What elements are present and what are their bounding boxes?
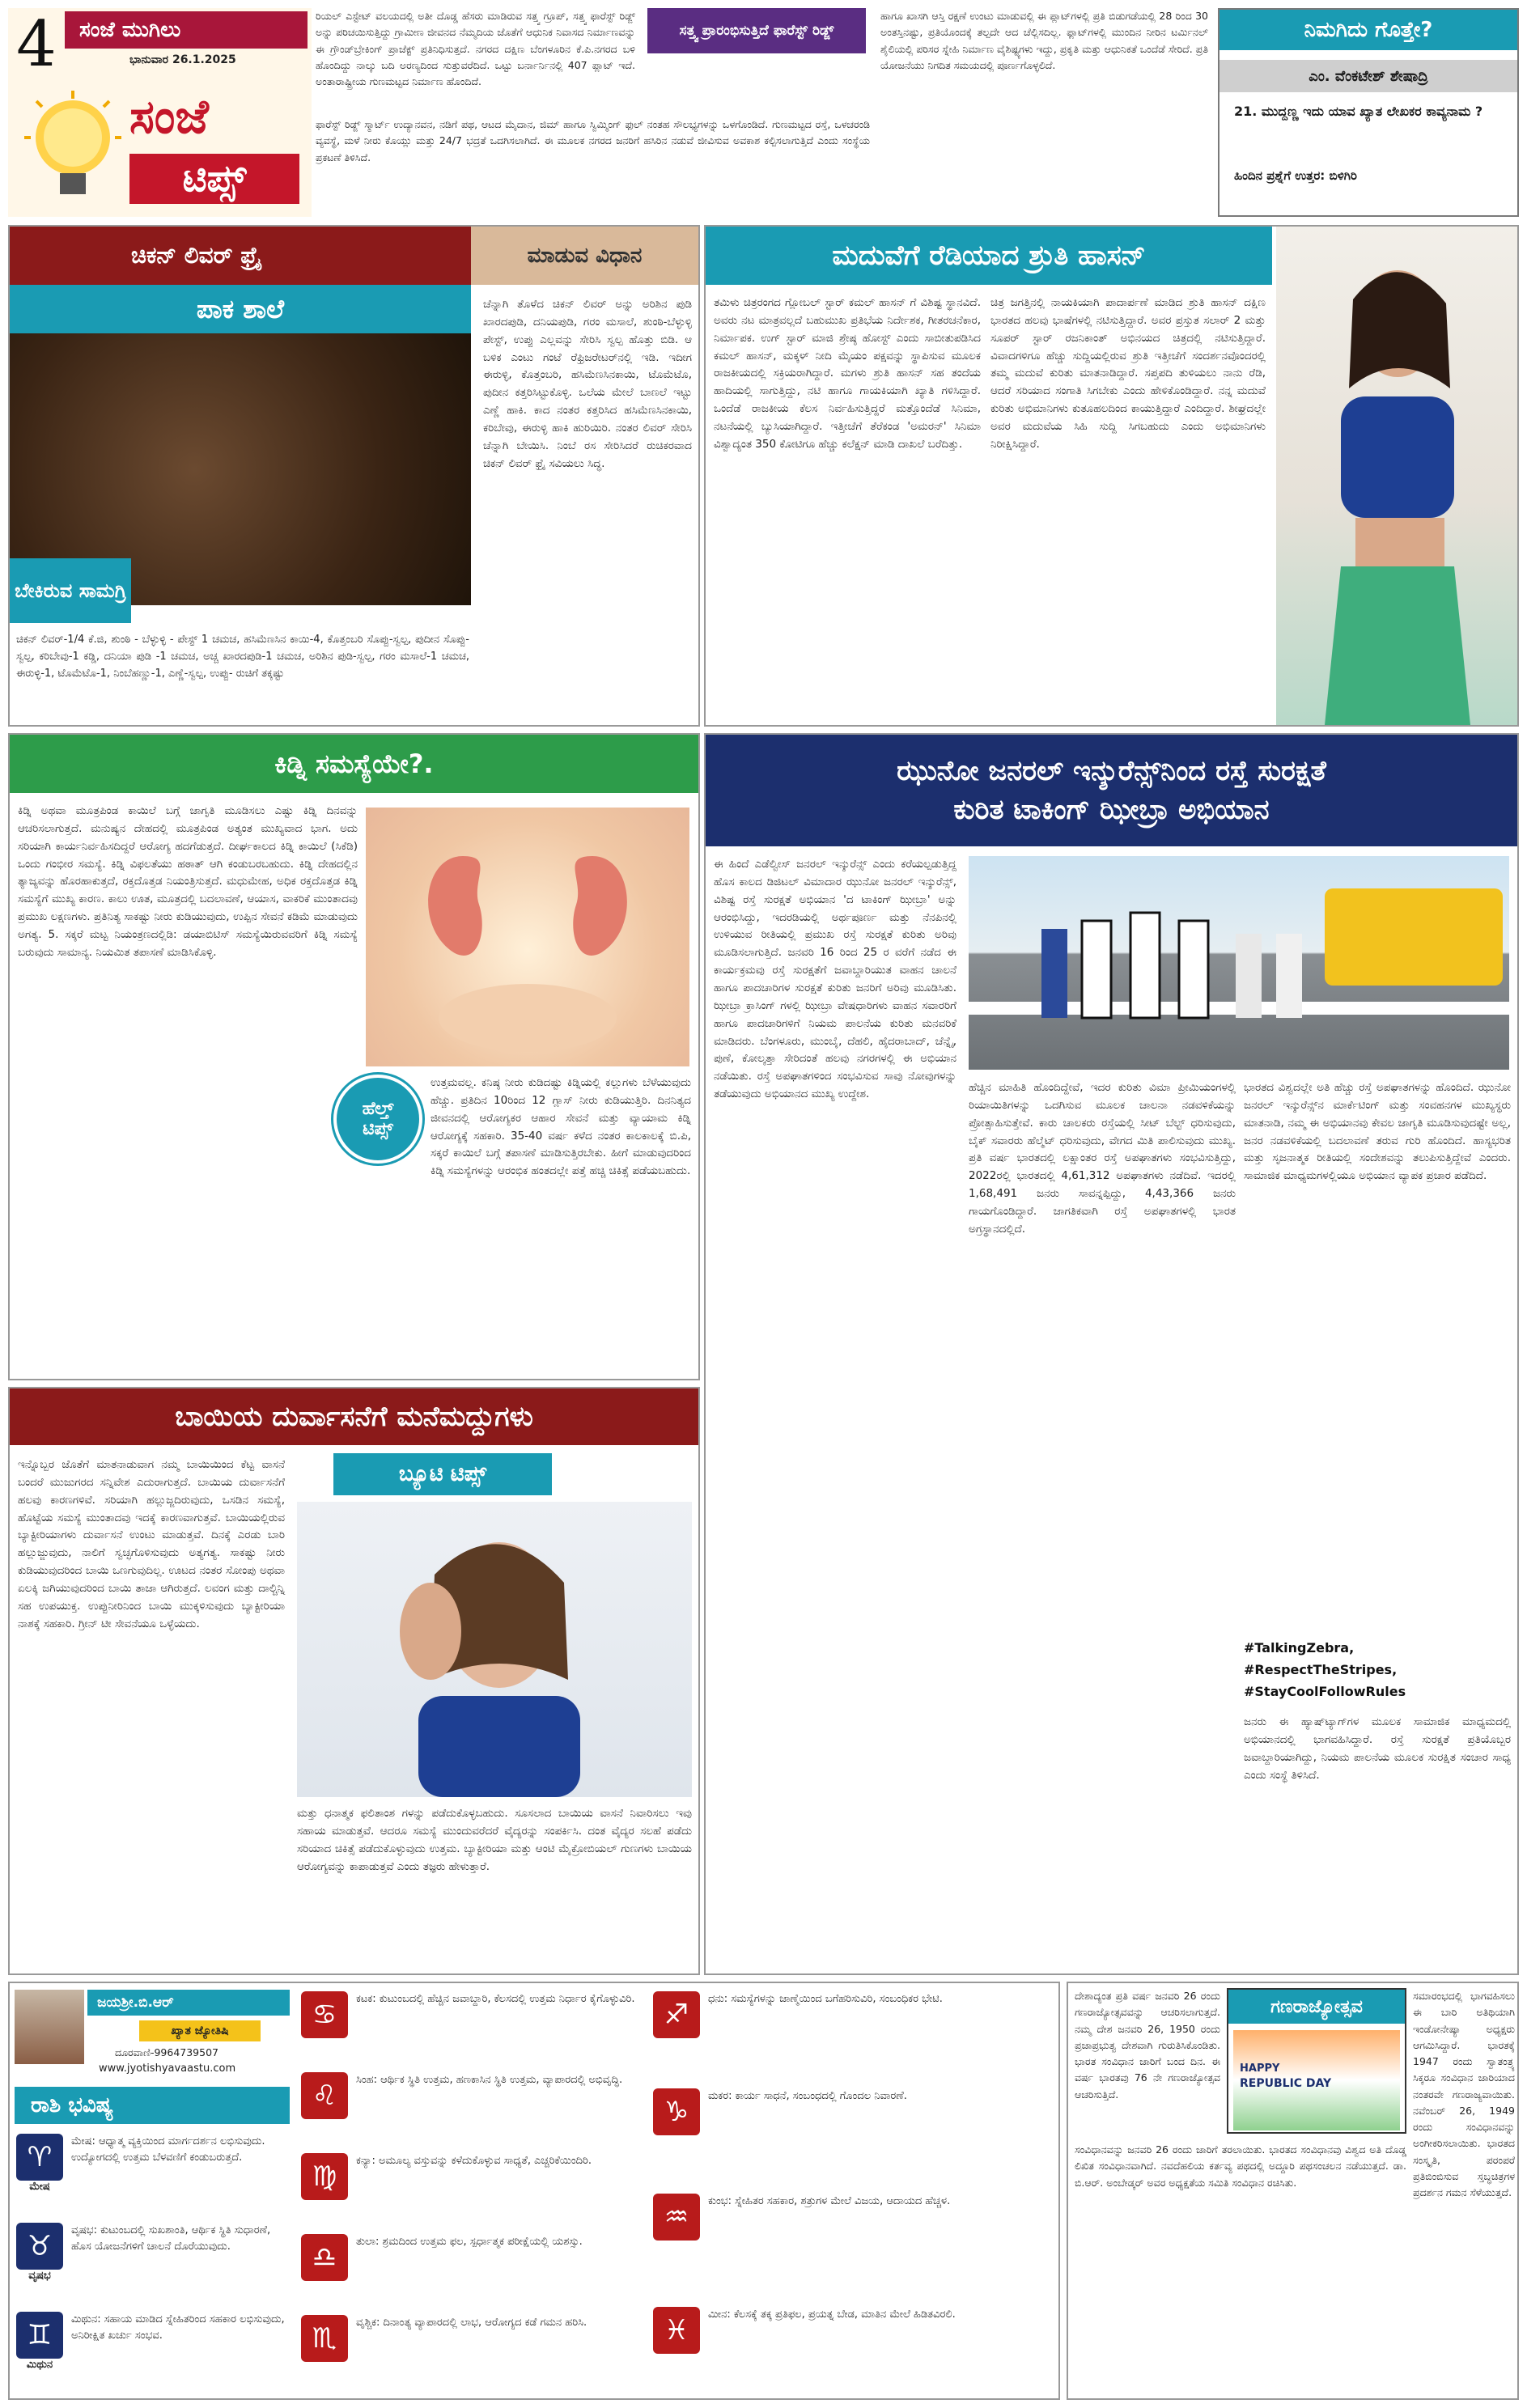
republic-image-text-1: HAPPY	[1240, 2062, 1280, 2075]
sign-text: ವೃಷಭ: ಕುಟುಂಬದಲ್ಲಿ ಸುಖಶಾಂತಿ, ಆರ್ಥಿಕ ಸ್ಥಿತಿ ಸುಧಾರಣೆ, ಹೊಸ ಯೋಜನೆಗಳಿಗೆ ಚಾಲನೆ ದೊರೆಯುವುದು.	[71, 2224, 271, 2253]
virgo-icon: ♍	[301, 2153, 348, 2200]
republic-title: ಗಣರಾಜ್ಯೋತ್ಸವ	[1270, 1996, 1363, 2017]
sign-kanya	[301, 2153, 641, 2200]
sagittarius-icon: ♐	[653, 1991, 700, 2038]
aries-icon: ♈	[16, 2134, 63, 2181]
astrologer-website[interactable]: www.jyotishyavaastu.com	[99, 2062, 236, 2075]
top-story-col1: ರಿಯಲ್ ಎಸ್ಟೇಟ್ ವಲಯದಲ್ಲಿ ಅತೀ ದೊಡ್ಡ ಹೆಸರು ಮಾಡಿರುವ ಸತ್ತ್ವ ಗ್ರೂಪ್, ಸತ್ತ್ವ ಫಾರೆಸ್ಟ್ ರಿಡ್ಜ್ ಅನ್ನು ಪರಿಚಯಿಸುತ್ತಿದ್ದು ಗ್ರಾಮೀಣ ಜೀವನದ ನೆಮ್ಮದಿಯ ಜೊತೆಗೆ ಆಧುನಿಕ ನಿವಾಸದ ನಿರ್ಮಾಣವನ್ನು ಈ ಗ್ರೌಂಡ್‌ಬ್ರೇಕಿಂಗ್ ಪ್ರಾಜೆಕ್ಟ್ ಪ್ರತಿನಿಧಿಸುತ್ತದೆ. ನಗರದ ದಕ್ಷಿಣ ಬೆಂಗಳೂರಿನ ಕೆ.ಪಿ.ನಗರದ ಬಳಿ ಹೊಂದಿದ್ದು ನಾಲ್ಕು ಬದಿ ಅರಣ್ಯದಿಂದ ಸುತ್ತುವರೆದಿದೆ. ಒಟ್ಟು ಬರ್ನಾರ್ನಿನಲ್ಲಿ 407 ಪ್ಲಾಟ್ ಇದೆ. ಅಂತಾರಾಷ್ಟ್ರೀಯ ಗುಣಮಟ್ಟದ ನಿರ್ಮಾಣ ಹೊಂದಿದೆ.	[316, 10, 638, 87]
shruti-section	[704, 225, 1519, 727]
shruti-headline: ಮದುವೆಗೆ ರೆಡಿಯಾದ ಶ್ರುತಿ ಹಾಸನ್	[832, 240, 1146, 272]
republic-image-text-2: REPUBLIC DAY	[1240, 2077, 1332, 2090]
republic-box	[1227, 1988, 1406, 2134]
sign-simha	[301, 2072, 641, 2119]
astrologer-name-band	[87, 1990, 290, 2016]
sign-mithuna	[16, 2312, 291, 2371]
republic-col2: ಸಂವಿಧಾನವನ್ನು ಜನವರಿ 26 ರಂದು ಜಾರಿಗೆ ತರಲಾಯಿತು. ಭಾರತದ ಸಂವಿಧಾನವು ವಿಶ್ವದ ಅತಿ ದೊಡ್ಡ ಲಿಖಿತ ಸಂವಿಧಾನವಾಗಿದೆ. ನವದೆಹಲಿಯ ಕರ್ತವ್ಯ ಪಥದಲ್ಲಿ ಅದ್ದೂರಿ ಪಥಸಂಚಲನ ನಡೆಯುತ್ತದೆ. ಡಾ. ಬಿ.ಆರ್. ಅಂಬೇಡ್ಕರ್ ಅವರ ಅಧ್ಯಕ್ಷತೆಯ ಸಮಿತಿ ಸಂವಿಧಾನ ರಚಿಸಿತು.	[1075, 2143, 1410, 2189]
shruti-photo	[1276, 227, 1517, 725]
ingredients-label: ಬೇಕಿರುವ ಸಾಮಗ್ರಿ	[15, 579, 126, 602]
sign-name: ಮಿಥುನ	[26, 2359, 53, 2371]
recipe-subtitle-band	[471, 227, 698, 285]
sign-vrishabha	[16, 2223, 291, 2282]
sign-vrishchika	[301, 2315, 641, 2362]
bad-breath-col1: ಇನ್ನೊಬ್ಬರ ಜೊತೆಗೆ ಮಾತನಾಡುವಾಗ ನಮ್ಮ ಬಾಯಿಯಿಂದ ಕೆಟ್ಟ ವಾಸನೆ ಬಂದರೆ ಮುಜುಗರದ ಸನ್ನಿವೇಶ ಎದುರಾಗುತ್ತದೆ. ಬಾಯಿಯ ದುರ್ವಾಸನೆಗೆ ಹಲವು ಕಾರಣಗಳಿವೆ. ಸರಿಯಾಗಿ ಹಲ್ಲುಜ್ಜದಿರುವುದು, ಒಸಡಿನ ಸಮಸ್ಯೆ, ಹೊಟ್ಟೆಯ ಸಮಸ್ಯೆ ಮುಂತಾದವು ಇದಕ್ಕೆ ಕಾರಣವಾಗುತ್ತವೆ. ಬಾಯಿಯಲ್ಲಿರುವ ಬ್ಯಾಕ್ಟೀರಿಯಾಗಳು ದುರ್ವಾಸನೆ ಉಂಟು ಮಾಡುತ್ತವೆ. ದಿನಕ್ಕೆ ಎರಡು ಬಾರಿ ಹಲ್ಲುಜ್ಜುವುದು, ನಾಲಿಗೆ ಸ್ವಚ್ಛಗೊಳಿಸುವುದು ಅತ್ಯಗತ್ಯ. ಸಾಕಷ್ಟು ನೀರು ಕುಡಿಯುವುದರಿಂದ ಬಾಯಿ ಒಣಗುವುದಿಲ್ಲ. ಊಟದ ನಂತರ ಸೋಂಪು ಅಥವಾ ಏಲಕ್ಕಿ ಜಗಿಯುವುದರಿಂದ ಬಾಯಿ ತಾಜಾ ಆಗಿರುತ್ತದೆ. ಲವಂಗ ಮತ್ತು ದಾಲ್ಚಿನ್ನಿ ಸಹ ಉಪಯುಕ್ತ. ಉಪ್ಪುನೀರಿನಿಂದ ಬಾಯಿ ಮುಕ್ಕಳಿಸುವುದು ಬ್ಯಾಕ್ಟೀರಿಯಾ ನಾಶಕ್ಕೆ ಸಹಕಾರಿ. ಗ್ರೀನ್ ಟೀ ಸೇವನೆಯೂ ಒಳ್ಳೆಯದು.	[18, 1458, 289, 1630]
leo-icon: ♌	[301, 2072, 348, 2119]
republic-section	[1067, 1982, 1519, 2400]
ingredients-label-band	[10, 558, 131, 623]
sign-tula	[301, 2234, 641, 2281]
top-story-col3: ಹಾಗೂ ಖಾಸಗಿ ಆಸ್ತಿ ರಕ್ಷಣೆ ಉಂಟು ಮಾಡುವಲ್ಲಿ ಈ ಪ್ಲಾಟ್‌ಗಳಲ್ಲಿ ಪ್ರತಿ ಬಿಡುಗಡೆಯಲ್ಲಿ 28 ರಿಂದ 30 ಅಂತಸ್ತಿನಷ್ಟು, ಪ್ರತಿಯೊಂದಕ್ಕೆ ತಲ್ಪದೇ ಆದ ಚೆಲ್ಲಿಸದಿಲ್ಲ. ಫ್ಲಾಟ್‌ಗಳಲ್ಲಿ ಮುಂದಿನ ನೀರಿನ ಟರ್ಮಿನಲ್ ಶೈಲಿಯಲ್ಲಿ ಪರಿಸರ ಸ್ನೇಹಿ ನಿರ್ಮಾಣ ವೈಶಿಷ್ಟ್ಯಗಳು ಇದ್ದು, ಪ್ರಕೃತಿ ಮತ್ತು ಆಧುನಿಕತೆ ಒಂದೆಡೆ ಸೇರಿದೆ. ಪ್ರತಿ ಯೋಜನೆಯು ನಿಗದಿತ ಸಮಯದಲ್ಲಿ ಪೂರ್ಣಗೊಳ್ಳಲಿದೆ.	[880, 10, 1211, 71]
zebra-headline-2: ಕುರಿತ ಟಾಕಿಂಗ್ ಝೀಬ್ರಾ ಅಭಿಯಾನ	[953, 794, 1270, 826]
top-story-banner-text: ಸತ್ತ್ವ ಪ್ರಾರಂಭಿಸುತ್ತಿದೆ ಫಾರೆಸ್ಟ್ ರಿಡ್ಜ್	[679, 23, 834, 39]
zebra-col3b: ಜನರು ಈ ಹ್ಯಾಷ್‌ಟ್ಯಾಗ್‌ಗಳ ಮೂಲಕ ಸಾಮಾಜಿಕ ಮಾಧ್ಯಮದಲ್ಲಿ ಅಭಿಯಾನದಲ್ಲಿ ಭಾಗವಹಿಸಿದ್ದಾರೆ. ರಸ್ತೆ ಸುರಕ್ಷತೆ ಪ್ರತಿಯೊಬ್ಬರ ಜವಾಬ್ದಾರಿಯಾಗಿದ್ದು, ನಿಯಮ ಪಾಲನೆಯ ಮೂಲಕ ಸುರಕ್ಷಿತ ಸಂಚಾರ ಸಾಧ್ಯ ಎಂದು ಸಂಸ್ಥೆ ತಿಳಿಸಿದೆ.	[1244, 1715, 1515, 1782]
sign-text: ಮಕರ: ಕಾರ್ಯ ಸಾಧನೆ, ಸಂಬಂಧದಲ್ಲಿ ಗೊಂದಲ ನಿವಾರಣೆ.	[708, 2090, 907, 2102]
kidney-col2: ಉತ್ತಮವಲ್ಲ. ಕನಿಷ್ಠ ನೀರು ಕುಡಿದಷ್ಟು ಕಿಡ್ನಿಯಲ್ಲಿ ಕಲ್ಲುಗಳು ಬೆಳೆಯುವುದು ಹೆಚ್ಚು. ಪ್ರತಿದಿನ 10ರಿಂದ 12 ಗ್ಲಾಸ್ ನೀರು ಕುಡಿಯುತ್ತಿರಿ. ದಿನನಿತ್ಯದ ಜೀವನದಲ್ಲಿ ಆರೋಗ್ಯಕರ ಆಹಾರ ಸೇವನೆ ಮತ್ತು ವ್ಯಾಯಾಮ ಕಿಡ್ನಿ ಆರೋಗ್ಯಕ್ಕೆ ಸಹಕಾರಿ. 35-40 ವರ್ಷ ಕಳೆದ ನಂತರ ಕಾಲಕಾಲಕ್ಕೆ ಬಿ.ಪಿ, ಸಕ್ಕರೆ ಕಾಯಿಲೆ ಬಗ್ಗೆ ತಪಾಸಣೆ ಮಾಡಿಸುತ್ತಿರಬೇಕು. ಹೀಗೆ ಮಾಡುವುದರಿಂದ ಕಿಡ್ನಿ ಸಮಸ್ಯೆಗಳನ್ನು ಆರಂಭಿಕ ಹಂತದಲ್ಲೇ ಪತ್ತೆ ಹಚ್ಚಿ ಚಿಕಿತ್ಸೆ ಪಡೆಯಬಹುದು.	[431, 1076, 695, 1178]
quiz-heading-band	[1219, 10, 1517, 50]
quiz-name-band	[1219, 60, 1517, 92]
capricorn-icon: ♑	[653, 2088, 700, 2135]
masthead	[8, 8, 312, 217]
recipe-title: ಚಿಕನ್ ಲಿವರ್ ಫ್ರೈ	[131, 242, 262, 269]
sign-text: ಧನು: ಸಮಸ್ಯೆಗಳನ್ನು ಜಾಣ್ಮೆಯಿಂದ ಬಗೆಹರಿಸುವಿರಿ, ಸಂಬಂಧಿಕರ ಭೇಟಿ.	[708, 1993, 943, 2005]
top-story-col2: ಫಾರೆಸ್ಟ್ ರಿಡ್ಜ್ ಸ್ಮಾರ್ಟ್ ಉದ್ಯಾನವನ, ನಡಿಗೆ ಪಥ, ಆಟದ ಮೈದಾನ, ಜಿಮ್ ಹಾಗೂ ಸ್ವಿಮ್ಮಿಂಗ್ ಫುಲ್ ನಂತಹ ಸೌಲಭ್ಯಗಳನ್ನು ಒಳಗೊಂಡಿದೆ. ಗುಣಮಟ್ಟದ ರಸ್ತೆ, ಒಳಚರಂಡಿ ವ್ಯವಸ್ಥೆ, ಮಳೆ ನೀರು ಕೊಯ್ಲು ಮತ್ತು 24/7 ಭದ್ರತೆ ಒದಗಿಸಲಾಗಿದೆ. ಈ ಮೂಲಕ ನಗರದ ಜನರಿಗೆ ಹಸಿರಿನ ನಡುವೆ ಜೀವಿಸುವ ಅವಕಾಶ ಕಲ್ಪಿಸಲಾಗುತ್ತಿದೆ ಎಂದು ಸಂಸ್ಥೆಯ ಪ್ರಕಟಣೆ ತಿಳಿಸಿದೆ.	[316, 118, 873, 163]
kidney-headline-band	[10, 735, 698, 793]
horoscope-section	[8, 1982, 1060, 2400]
sign-name: ವೃಷಭ	[28, 2270, 51, 2282]
health-tips-line1: ಹೆಲ್ತ್	[362, 1099, 394, 1119]
kidney-section	[8, 733, 700, 1380]
kidney-illustration	[366, 808, 689, 1066]
quiz-box	[1218, 8, 1519, 217]
sign-text: ವೃಶ್ಚಿಕ: ದಿನಾಂತ್ಯ ವ್ಯಾಪಾರದಲ್ಲಿ ಲಾಭ, ಆರೋಗ್ಯದ ಕಡೆ ಗಮನ ಹರಿಸಿ.	[356, 2317, 587, 2329]
recipe-subtitle: ಮಾಡುವ ವಿಧಾನ	[527, 243, 643, 268]
date-line: ಭಾನುವಾರ 26.1.2025	[129, 53, 236, 66]
cancer-icon: ♋	[301, 1991, 348, 2038]
zebra-headline-band	[706, 735, 1517, 846]
astrologer-photo	[15, 1990, 84, 2064]
horoscope-title: ರಾಶಿ ಭವಿಷ್ಯ	[31, 2092, 114, 2118]
republic-col3: ಸಮಾರಂಭದಲ್ಲಿ ಭಾಗವಹಿಸಲು ಈ ಬಾರಿ ಅತಿಥಿಯಾಗಿ ಇಂಡೋನೇಷ್ಯಾ ಅಧ್ಯಕ್ಷರು ಆಗಮಿಸಿದ್ದಾರೆ. ಭಾರತಕ್ಕೆ 1947 ರಂದು ಸ್ವಾತಂತ್ರ್ಯ ಸಿಕ್ಕರೂ ಸಂವಿಧಾನ ಜಾರಿಯಾದ ನಂತರವೇ ಗಣರಾಜ್ಯವಾಯಿತು. ನವೆಂಬರ್ 26, 1949 ರಂದು ಸಂವಿಧಾನವನ್ನು ಅಂಗೀಕರಿಸಲಾಯಿತು. ಭಾರತದ ಸಂಸ್ಕೃತಿ, ಪರಂಪರೆ ಪ್ರತಿಬಿಂಬಿಸುವ ಸ್ತಬ್ಧಚಿತ್ರಗಳ ಪ್ರದರ್ಶನ ಗಮನ ಸೆಳೆಯುತ್ತದೆ.	[1413, 1990, 1518, 2198]
health-tips-badge	[333, 1075, 422, 1164]
zebra-hashtags: #TalkingZebra, #RespectTheStripes, #StayCoolFollowRules	[1244, 1640, 1406, 1700]
recipe-method: ಚೆನ್ನಾಗಿ ತೊಳೆದ ಚಿಕನ್ ಲಿವರ್ ಅನ್ನು ಅರಿಶಿನ ಪುಡಿ ಖಾರದಪುಡಿ, ದನಿಯಪುಡಿ, ಗರಂ ಮಸಾಲೆ, ಶುಂಠಿ-ಬೆಳ್ಳುಳ್ಳಿ ಪೇಸ್ಟ್, ಉಪ್ಪು ಎಲ್ಲವನ್ನು ಸೇರಿಸಿ ಸ್ವಲ್ಪ ಹೊತ್ತು ಬಿಡಿ. ಆ ಬಳಿಕ ಎಂಟು ಗಂಟೆ ರೆಫ್ರಿಜರೇಟರ್‌ನಲ್ಲಿ ಇಡಿ. ಇದೀಗ ಈರುಳ್ಳಿ, ಕೊತ್ತಂಬರಿ, ಹಸಿಮೆಣಸಿನಕಾಯಿ, ಟೊಮೆಟೊ, ಪುದೀನ ಕತ್ತರಿಸಿಟ್ಟುಕೊಳ್ಳಿ. ಒಲೆಯ ಮೇಲೆ ಬಾಣಲೆ ಇಟ್ಟು ಎಣ್ಣೆ ಹಾಕಿ. ಕಾದ ನಂತರ ಕತ್ತರಿಸಿದ ಹಸಿಮೆಣಸಿನಕಾಯಿ, ಕರಿಬೇವು, ಈರುಳ್ಳಿ ಹಾಕಿ ಹುರಿಯಿರಿ. ನಂತರ ಲಿವರ್ ಸೇರಿಸಿ ಚೆನ್ನಾಗಿ ಬೇಯಿಸಿ. ನಿಂಬೆ ರಸ ಸೇರಿಸಿದರೆ ರುಚಿಕರವಾದ ಚಿಕನ್ ಲಿವರ್ ಫ್ರೈ ಸವಿಯಲು ಸಿದ್ಧ.	[483, 298, 696, 470]
shruti-col2: ಚಿತ್ರ ಜಗತ್ತಿನಲ್ಲಿ ನಾಯಕಿಯಾಗಿ ಪಾದಾರ್ಪಣೆ ಮಾಡಿದ ಶ್ರುತಿ ಹಾಸನ್ ದಕ್ಷಿಣ ಭಾರತದ ಹಲವು ಭಾಷೆಗಳಲ್ಲಿ ನಟಿಸುತ್ತಿದ್ದಾರೆ. ಅವರ ಪ್ರಸ್ತುತ ಸಲಾರ್ 2 ಮತ್ತು ಸೂಪರ್ ಸ್ಟಾರ್ ರಜನಿಕಾಂತ್ ಅಭಿನಯದ ಚಿತ್ರದಲ್ಲಿ ನಟಿಸುತ್ತಿದ್ದಾರೆ. ವಿವಾದಗಳಿಗೂ ಹೆಚ್ಚು ಸುದ್ದಿಯಲ್ಲಿರುವ ಶ್ರುತಿ ಇತ್ತೀಚೆಗೆ ಸಂದರ್ಶನವೊಂದರಲ್ಲಿ ತಮ್ಮ ಮದುವೆ ಕುರಿತು ಮಾತನಾಡಿದ್ದಾರೆ. ಸಪ್ತಪದಿ ತುಳಿಯಲು ನಾನು ರೆಡಿ, ಆದರೆ ಸರಿಯಾದ ಸಂಗಾತಿ ಸಿಗಬೇಕು ಎಂದು ಹೇಳಿಕೊಂಡಿದ್ದಾರೆ. ನನ್ನ ಮದುವೆ ಕುರಿತು ಅಭಿಮಾನಿಗಳು ಕುತೂಹಲದಿಂದ ಕಾಯುತ್ತಿದ್ದಾರೆ ಎಂದಿದ್ದಾರೆ. ಶೀಘ್ರದಲ್ಲೇ ಅವರ ಮದುವೆಯ ಸಿಹಿ ಸುದ್ದಿ ಸಿಗಬಹುದು ಎಂದು ಅಭಿಮಾನಿಗಳು ನಿರೀಕ್ಷಿಸಿದ್ದಾರೆ.	[990, 296, 1270, 451]
zebra-photo	[969, 856, 1509, 1070]
sign-text: ತುಲಾ: ಶ್ರಮದಿಂದ ಉತ್ತಮ ಫಲ, ಸ್ಪರ್ಧಾತ್ಮಕ ಪರೀಕ್ಷೆಯಲ್ಲಿ ಯಶಸ್ಸು.	[356, 2236, 583, 2248]
bad-breath-headline: ಬಾಯಿಯ ದುರ್ವಾಸನೆಗೆ ಮನೆಮದ್ದುಗಳು	[175, 1401, 533, 1433]
zebra-col1: ಈ ಹಿಂದೆ ಎಡೆಲ್ವೀಸ್ ಜನರಲ್ ಇನ್ಶುರೆನ್ಸ್ ಎಂದು ಕರೆಯಲ್ಪಡುತ್ತಿದ್ದ ಹೊಸ ಕಾಲದ ಡಿಜಿಟಲ್ ವಿಮಾದಾರ ಝುನೋ ಜನರಲ್ ಇನ್ಶುರೆನ್ಸ್, ವಿಶಿಷ್ಟ ರಸ್ತೆ ಸುರಕ್ಷತೆ ಅಭಿಯಾನ 'ದ ಟಾಕಿಂಗ್ ಝೀಬ್ರಾ' ಅನ್ನು ಆರಂಭಿಸಿದ್ದು, ಇದರಡಿಯಲ್ಲಿ ಅರ್ಥಪೂರ್ಣ ಮತ್ತು ನೆನಪಿನಲ್ಲಿ ಉಳಿಯುವ ರೀತಿಯಲ್ಲಿ ಪ್ರಮುಖ ರಸ್ತೆ ಸುರಕ್ಷತೆ ಕುರಿತು ಅರಿವು ಮೂಡಿಸಲಾಗುತ್ತಿದೆ. ಜನವರಿ 16 ರಿಂದ 25 ರ ವರೆಗೆ ನಡೆದ ಈ ಕಾರ್ಯಕ್ರಮವು ರಸ್ತೆ ಸುರಕ್ಷತೆಗೆ ಜವಾಬ್ದಾರಿಯುತ ವಾಹನ ಚಾಲನೆ ಹಾಗೂ ಪಾದಚಾರಿಗಳ ಸುರಕ್ಷತೆ ಕುರಿತು ಜನರಿಗೆ ಅರಿವು ಮೂಡಿಸಿತು. ಝೀಬ್ರಾ ಕ್ರಾಸಿಂಗ್ ಗಳಲ್ಲಿ ಝೀಬ್ರಾ ವೇಷಧಾರಿಗಳು ವಾಹನ ಸವಾರರಿಗೆ ಹಾಗೂ ಪಾದಚಾರಿಗಳಿಗೆ ನಿಯಮ ಪಾಲನೆಯ ಕುರಿತು ಮನವರಿಕೆ ಮಾಡಿದರು. ಬೆಂಗಳೂರು, ಮುಂಬೈ, ದೆಹಲಿ, ಹೈದರಾಬಾದ್, ಚೆನ್ನೈ, ಪುಣೆ, ಕೋಲ್ಕತ್ತಾ ಸೇರಿದಂತೆ ಹಲವು ನಗರಗಳಲ್ಲಿ ಈ ಅಭಿಯಾನ ನಡೆಯಿತು. ರಸ್ತೆ ಅಪಘಾತಗಳಿಂದ ಸಂಭವಿಸುವ ಸಾವು ನೋವುಗಳನ್ನು ತಡೆಯುವುದು ಅಭಿಯಾನದ ಮುಖ್ಯ ಉದ್ದೇಶ.	[714, 858, 961, 1101]
health-tips-line2: ಟಿಪ್ಸ್	[363, 1119, 393, 1139]
sign-text: ಮೇಷ: ಆಧ್ಯಾತ್ಮ ವ್ಯಕ್ತಿಯಿಂದ ಮಾರ್ಗದರ್ಶನ ಲಭಿಸುವುದು. ಉದ್ಯೋಗದಲ್ಲಿ ಉತ್ತಮ ಬೆಳವಣಿಗೆ ಕಂಡುಬರುತ್ತದೆ.	[71, 2135, 265, 2164]
sign-text: ಕಟಕ: ಕುಟುಂಬದಲ್ಲಿ ಹೆಚ್ಚಿನ ಜವಾಬ್ದಾರಿ, ಕೆಲಸದಲ್ಲಿ ಉತ್ತಮ ನಿರ್ಧಾರ ಕೈಗೊಳ್ಳುವಿರಿ.	[356, 1993, 635, 2005]
astrologer-title: ಖ್ಯಾತ ಜ್ಯೋತಿಷಿ	[171, 2024, 229, 2037]
zebra-col2: ಹೆಚ್ಚಿನ ಮಾಹಿತಿ ಹೊಂದಿದ್ದೇವೆ, ಇದರ ಕುರಿತು ವಿಮಾ ಪ್ರೀಮಿಯಂಗಳಲ್ಲಿ ರಿಯಾಯಿತಿಗಳನ್ನು ಒದಗಿಸುವ ಮೂಲಕ ಚಾಲನಾ ನಡವಳಿಕೆಯನ್ನು ಪ್ರೋತ್ಸಾಹಿಸುತ್ತೇವೆ. ಕಾರು ಚಾಲಕರು ರಸ್ತೆಯಲ್ಲಿ ಸೀಟ್ ಬೆಲ್ಟ್ ಧರಿಸುವುದು, ಬೈಕ್ ಸವಾರರು ಹೆಲ್ಮೆಟ್ ಧರಿಸುವುದು, ವೇಗದ ಮಿತಿ ಪಾಲಿಸುವುದು ಮುಖ್ಯ. ಪ್ರತಿ ವರ್ಷ ಭಾರತದಲ್ಲಿ ಲಕ್ಷಾಂತರ ರಸ್ತೆ ಅಪಘಾತಗಳು ಸಂಭವಿಸುತ್ತಿದ್ದು, 2022ರಲ್ಲಿ ಭಾರತದಲ್ಲಿ 4,61,312 ಅಪಘಾತಗಳು ನಡೆದಿವೆ. ಇದರಲ್ಲಿ 1,68,491 ಜನರು ಸಾವನ್ನಪ್ಪಿದ್ದು, 4,43,366 ಜನರು ಗಾಯಗೊಂಡಿದ್ದಾರೆ. ಜಾಗತಿಕವಾಗಿ ರಸ್ತೆ ಅಪಘಾತಗಳಲ್ಲಿ ಭಾರತ ಅಗ್ರಸ್ಥಾನದಲ್ಲಿದೆ.	[969, 1081, 1240, 1236]
sign-dhanu	[653, 1991, 1054, 2038]
scorpio-icon: ♏	[301, 2315, 348, 2362]
recipe-title-band	[10, 227, 471, 285]
astrologer-phone: ದೂರವಾಣಿ-9964739507	[115, 2046, 218, 2058]
astrologer-title-band	[139, 2020, 261, 2041]
top-story	[316, 8, 1210, 217]
section-title-2: ಟಿಪ್ಸ್	[182, 156, 247, 200]
kidney-col1: ಕಿಡ್ನಿ ಅಥವಾ ಮೂತ್ರಪಿಂಡ ಕಾಯಿಲೆ ಬಗ್ಗೆ ಜಾಗೃತಿ ಮೂಡಿಸಲು ಎಷ್ಟು ಕಿಡ್ನಿ ದಿನವನ್ನು ಆಚರಿಸಲಾಗುತ್ತದೆ. ಮನುಷ್ಯನ ದೇಹದಲ್ಲಿ ಮೂತ್ರಪಿಂಡ ಅತ್ಯಂತ ಮುಖ್ಯವಾದ ಭಾಗ. ಅದು ಸರಿಯಾಗಿ ಕಾರ್ಯನಿರ್ವಹಿಸದಿದ್ದರೆ ಆರೋಗ್ಯ ಹದಗೆಡುತ್ತದೆ. ದೀರ್ಘಕಾಲದ ಕಿಡ್ನಿ ಕಾಯಿಲೆ (ಸಿಕೆಡಿ) ಒಂದು ಗಂಭೀರ ಸಮಸ್ಯೆ. ಕಿಡ್ನಿ ವಿಫಲತೆಯು ಹಠಾತ್ ಆಗಿ ಕಂಡುಬರಬಹುದು. ಕಿಡ್ನಿ ದೇಹದಲ್ಲಿನ ತ್ಯಾಜ್ಯವನ್ನು ಹೊರಹಾಕುತ್ತದೆ, ರಕ್ತದೊತ್ತಡ ನಿಯಂತ್ರಿಸುತ್ತದೆ. ಮಧುಮೇಹ, ಅಧಿಕ ರಕ್ತದೊತ್ತಡ ಕಿಡ್ನಿ ಸಮಸ್ಯೆಗೆ ಮುಖ್ಯ ಕಾರಣ. ಕಾಲು ಊತ, ಮೂತ್ರದಲ್ಲಿ ಬದಲಾವಣೆ, ಆಯಾಸ, ವಾಕರಿಕೆ ಮುಂತಾದವು ಪ್ರಮುಖ ಲಕ್ಷಣಗಳು. ಪ್ರತಿನಿತ್ಯ ಸಾಕಷ್ಟು ನೀರು ಕುಡಿಯುವುದು, ಉಪ್ಪಿನ ಸೇವನೆ ಕಡಿಮೆ ಮಾಡುವುದು ಅಗತ್ಯ. 5. ಸಕ್ಕರೆ ಮಟ್ಟ ನಿಯಂತ್ರಣದಲ್ಲಿಡಿ: ಡಯಾಬಿಟಿಸ್ ಸಮಸ್ಯೆಯಿರುವವರಿಗೆ ಕಿಡ್ನಿ ಸಮಸ್ಯೆ ಬರುವುದು ಸಾಮಾನ್ಯ. ನಿಯಮಿತ ತಪಾಸಣೆ ಮಾಡಿಸಿಕೊಳ್ಳಿ.	[18, 804, 362, 959]
horoscope-title-band	[15, 2087, 290, 2124]
recipe-column-label-band	[10, 285, 471, 333]
sign-text: ಮಿಥುನ: ಸಹಾಯ ಮಾಡಿದ ಸ್ನೇಹಿತರಿಂದ ಸಹಕಾರ ಲಭಿಸುವುದು, ಅನಿರೀಕ್ಷಿತ ಖರ್ಚು ಸಂಭವ.	[71, 2313, 285, 2342]
recipe-section	[8, 225, 700, 727]
sign-name: ಮೇಷ	[29, 2181, 50, 2193]
shruti-col1: ತಮಿಳು ಚಿತ್ರರಂಗದ ಗ್ಲೋಬಲ್ ಸ್ಟಾರ್ ಕಮಲ್ ಹಾಸನ್ ಗೆ ವಿಶಿಷ್ಟ ಸ್ಥಾನವಿದೆ. ಅವರು ನಟ ಮಾತ್ರವಲ್ಲದೆ ಬಹುಮುಖ ಪ್ರತಿಭೆಯ ನಿರ್ದೇಶಕ, ಗೀತರಚನೆಕಾರ, ನಿರ್ಮಾಪಕ. ಉಗ್ ಸ್ಟಾರ್ ಮಾಜಿ ಶ್ರೇಷ್ಠ ಹೋಸ್ಟ್ ಎಂದು ಸಾಬೀತುಪಡಿಸಿದ ಕಮಲ್ ಹಾಸನ್, ಮಕ್ಕಳ್ ನೀದಿ ಮೈಯಂ ಪಕ್ಷವನ್ನು ಸ್ಥಾಪಿಸುವ ಮೂಲಕ ರಾಜಕೀಯದಲ್ಲಿ ಸಕ್ರಿಯರಾಗಿದ್ದಾರೆ. ಮಗಳು ಶ್ರುತಿ ಹಾಸನ್ ಸಹ ತಂದೆಯ ಹಾದಿಯಲ್ಲಿ ಸಾಗುತ್ತಿದ್ದು, ನಟಿ ಹಾಗೂ ಗಾಯಕಿಯಾಗಿ ಖ್ಯಾತಿ ಗಳಿಸಿದ್ದಾರೆ. ಒಂದೆಡೆ ರಾಜಕೀಯ ಕೆಲಸ ನಿರ್ವಹಿಸುತ್ತಿದ್ದರೆ ಮತ್ತೊಂದೆಡೆ ಸಿನಿಮಾ, ನಟನೆಯಲ್ಲಿ ಬ್ಯುಸಿಯಾಗಿದ್ದಾರೆ. ಇತ್ತೀಚೆಗೆ ತೆರೆಕಂಡ 'ಅಮರನ್' ಸಿನಿಮಾ ವಿಶ್ವಾದ್ಯಂತ 350 ಕೋಟಿಗೂ ಹೆಚ್ಚು ಕಲೆಕ್ಷನ್ ಮಾಡಿ ದಾಖಲೆ ಬರೆದಿತ್ತು.	[714, 296, 985, 451]
pisces-icon: ♓	[653, 2307, 700, 2354]
sign-text: ಮೀನ: ಕೆಲಸಕ್ಕೆ ತಕ್ಕ ಪ್ರತಿಫಲ, ಪ್ರಯತ್ನ ಬೇಡ, ಮಾತಿನ ಮೇಲೆ ಹಿಡಿತವಿರಲಿ.	[708, 2308, 956, 2321]
recipe-column-label: ಪಾಕ ಶಾಲೆ	[196, 293, 285, 324]
republic-col1: ದೇಶಾದ್ಯಂತ ಪ್ರತಿ ವರ್ಷ ಜನವರಿ 26 ರಂದು ಗಣರಾಜ್ಯೋತ್ಸವವನ್ನು ಆಚರಿಸಲಾಗುತ್ತದೆ. ನಮ್ಮ ದೇಶ ಜನವರಿ 26, 1950 ರಂದು ಪ್ರಜಾಪ್ರಭುತ್ವ ದೇಶವಾಗಿ ಗುರುತಿಸಿಕೊಂಡಿತು. ಭಾರತ ಸಂವಿಧಾನ ಜಾರಿಗೆ ಬಂದ ದಿನ. ಈ ವರ್ಷ ಭಾರತವು 76 ನೇ ಗಣರಾಜ್ಯೋತ್ಸವ ಆಚರಿಸುತ್ತಿದೆ.	[1075, 1990, 1224, 2101]
gemini-icon: ♊	[16, 2312, 63, 2359]
bad-breath-col2: ಮತ್ತು ಧನಾತ್ಮಕ ಫಲಿತಾಂಶ ಗಳನ್ನು ಪಡೆದುಕೊಳ್ಳಬಹುದು. ಸೂಸಲಾದ ಬಾಯಿಯ ವಾಸನೆ ನಿವಾರಿಸಲು ಇವು ಸಹಾಯ ಮಾಡುತ್ತವೆ. ಆದರೂ ಸಮಸ್ಯೆ ಮುಂದುವರೆದರೆ ವೈದ್ಯರನ್ನು ಸಂಪರ್ಕಿಸಿ. ದಂತ ವೈದ್ಯರ ಸಲಹೆ ಪಡೆದು ಸರಿಯಾದ ಚಿಕಿತ್ಸೆ ಪಡೆದುಕೊಳ್ಳುವುದು ಉತ್ತಮ. ಬ್ಯಾಕ್ಟೀರಿಯಾ ಮತ್ತು ಆಂಟಿ ಮೈಕ್ರೋಬಿಯಲ್ ಗುಣಗಳು ಬಾಯಿಯ ಆರೋಗ್ಯವನ್ನು ಕಾಪಾಡುತ್ತವೆ ಎಂದು ತಜ್ಞರು ಹೇಳುತ್ತಾರೆ.	[297, 1807, 696, 1873]
recipe-ingredients: ಚಿಕನ್ ಲಿವರ್-1/4 ಕೆ.ಜಿ, ಶುಂಠಿ - ಬೆಳ್ಳುಳ್ಳಿ - ಪೇಸ್ಟ್ 1 ಚಮಚ, ಹಸಿಮೆಣಸಿನ ಕಾಯಿ-4, ಕೊತ್ತಂಬರಿ ಸೊಪ್ಪು-ಸ್ವಲ್ಪ, ಪುದೀನ ಸೊಪ್ಪು-ಸ್ವಲ್ಪ, ಕರಿಬೇವು-1 ಕಡ್ಡಿ, ದನಿಯಾ ಪುಡಿ -1 ಚಮಚ, ಅಚ್ಚ ಖಾರದಪುಡಿ-1 ಚಮಚ, ಅರಿಶಿನ ಪುಡಿ-ಸ್ವಲ್ಪ, ಗರಂ ಮಸಾಲೆ-1 ಚಮಚ, ಈರುಳ್ಳಿ-1, ಟೊಮೆಟೊ-1, ನಿಂಬೆಹಣ್ಣು-1, ಎಣ್ಣೆ-ಸ್ವಲ್ಪ, ಉಪ್ಪು- ರುಚಿಗೆ ತಕ್ಕಷ್ಟು	[16, 634, 473, 680]
quiz-answer: ಹಿಂದಿನ ಪ್ರಶ್ನೆಗೆ ಉತ್ತರ: ಬಿಳಿಗಿರಿ	[1234, 168, 1357, 183]
paper-name-band	[65, 11, 308, 49]
sign-kumbha	[653, 2194, 1054, 2241]
sign-text: ಕನ್ಯಾ: ಅಮೂಲ್ಯ ವಸ್ತುವನ್ನು ಕಳೆದುಕೊಳ್ಳುವ ಸಾಧ್ಯತೆ, ಎಚ್ಚರಿಕೆಯಿಂದಿರಿ.	[356, 2155, 592, 2167]
zebra-section	[704, 733, 1519, 1975]
zebra-col3: ಭಾರತದ ವಿಶ್ವದಲ್ಲೇ ಅತಿ ಹೆಚ್ಚು ರಸ್ತೆ ಅಪಘಾತಗಳನ್ನು ಹೊಂದಿದೆ. ಝುನೋ ಜನರಲ್ ಇನ್ಶುರೆನ್ಸ್‌ನ ಮಾರ್ಕೆಟಿಂಗ್ ಮತ್ತು ಸಂವಹನಗಳ ಮುಖ್ಯಸ್ಥರು ಮಾತನಾಡಿ, ನಮ್ಮ ಈ ಅಭಿಯಾನವು ಕೇವಲ ಜಾಗೃತಿ ಮೂಡಿಸುವುದಷ್ಟೇ ಅಲ್ಲ, ಜನರ ನಡವಳಿಕೆಯಲ್ಲಿ ಬದಲಾವಣೆ ತರುವ ಗುರಿ ಹೊಂದಿದೆ. ಹಾಸ್ಯಭರಿತ ಮತ್ತು ಸೃಜನಾತ್ಮಕ ರೀತಿಯಲ್ಲಿ ಸಂದೇಶವನ್ನು ತಲುಪಿಸುತ್ತಿದ್ದೇವೆ ಎಂದರು. ಸಾಮಾಜಿಕ ಮಾಧ್ಯಮಗಳಲ್ಲಿಯೂ ಅಭಿಯಾನ ವ್ಯಾಪಕ ಪ್ರಚಾರ ಪಡೆದಿದೆ.	[1244, 1081, 1515, 1183]
sign-kataka	[301, 1991, 641, 2038]
libra-icon: ♎	[301, 2234, 348, 2281]
shruti-headline-band	[706, 227, 1272, 285]
sign-text: ಕುಂಭ: ಸ್ನೇಹಿತರ ಸಹಕಾರ, ಶತ್ರುಗಳ ಮೇಲೆ ವಿಜಯ, ಆದಾಯದ ಹೆಚ್ಚಳ.	[708, 2195, 951, 2207]
republic-title-band	[1228, 1990, 1405, 2024]
sign-text: ಸಿಂಹ: ಆರ್ಥಿಕ ಸ್ಥಿತಿ ಉತ್ತಮ, ಹಣಕಾಸಿನ ಸ್ಥಿತಿ ಉತ್ತಮ, ವ್ಯಾಪಾರದಲ್ಲಿ ಅಭಿವೃದ್ಧಿ.	[356, 2074, 623, 2086]
quiz-name: ಎಂ. ವೆಂಕಟೇಶ್ ಶೇಷಾದ್ರಿ	[1309, 67, 1428, 85]
page-number: 4	[16, 8, 57, 81]
aquarius-icon: ♒	[653, 2194, 700, 2241]
bulb-icon	[24, 89, 121, 210]
taurus-icon: ♉	[16, 2223, 63, 2270]
bad-breath-section	[8, 1387, 700, 1975]
top-story-banner	[647, 8, 866, 53]
astrologer-name: ಜಯಶ್ರೀ.ಬಿ.ಆರ್	[97, 1995, 174, 2011]
section-title-1: ಸಂಜೆ	[129, 89, 209, 144]
sign-mesha	[16, 2134, 291, 2193]
bad-breath-photo	[297, 1502, 692, 1797]
paper-name: ಸಂಜೆ ಮುಗಿಲು	[79, 17, 181, 42]
bad-breath-headline-band	[10, 1388, 698, 1445]
kidney-headline: ಕಿಡ್ನಿ ಸಮಸ್ಯೆಯೇ?.	[274, 748, 434, 779]
republic-day-image	[1233, 2030, 1400, 2130]
section-title-2-band	[129, 154, 299, 204]
quiz-question: 21. ಮುದ್ದಣ್ಣ ಇದು ಯಾವ ಖ್ಯಾತ ಲೇಖಕರ ಕಾವ್ಯನಾಮ ?	[1234, 104, 1483, 119]
beauty-tips-label: ಬ್ಯೂಟಿ ಟಿಪ್ಸ್	[398, 1461, 487, 1486]
sign-meena	[653, 2307, 1054, 2354]
beauty-tips-band	[333, 1453, 552, 1495]
quiz-heading: ನಿಮಗಿದು ಗೊತ್ತೇ?	[1304, 17, 1433, 42]
sign-makara	[653, 2088, 1054, 2135]
zebra-headline-1: ಝುನೋ ಜನರಲ್ ಇನ್ಶುರೆನ್ಸ್‌ನಿಂದ ರಸ್ತೆ ಸುರಕ್ಷತೆ	[897, 755, 1326, 787]
